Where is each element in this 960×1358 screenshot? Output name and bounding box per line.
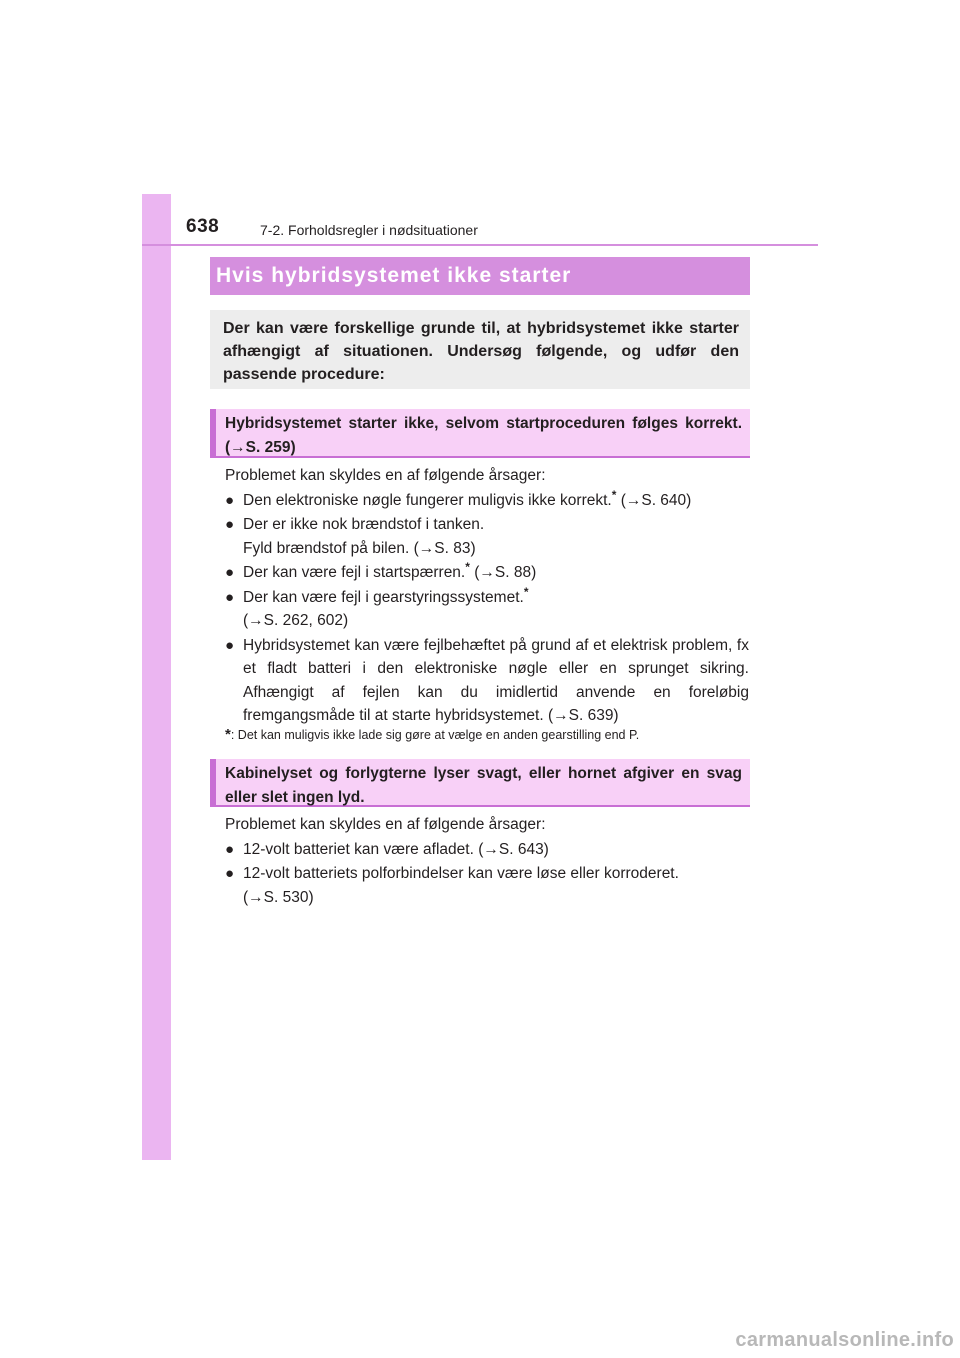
list-item-text: Der er ikke nok brændstof i tanken. [243, 516, 485, 533]
list-item-text: Der kan være fejl i gearstyringssystemet. [243, 588, 524, 606]
list-item-subtext: (→S. 530) [243, 888, 314, 906]
issue2-lead: Problemet kan skyldes en af følgende årsager: [225, 816, 546, 833]
bullet-icon: ● [225, 516, 235, 533]
issue2-bullet-list [225, 838, 749, 910]
footnote-mark: * [225, 726, 231, 743]
list-item [225, 862, 749, 909]
page-reference: (→S. 640) [616, 491, 692, 509]
bullet-icon: ● [225, 865, 235, 882]
chapter-side-tab [142, 194, 171, 1160]
issue1-bullet-list [225, 489, 749, 728]
list-item-text: 12-volt batteriets polforbindelser kan være løse eller korroderet. [243, 865, 679, 882]
list-item [225, 489, 749, 513]
list-item-subtext: (→S. 262, 602) [243, 612, 349, 629]
footnote-mark: * [611, 487, 617, 502]
bullet-icon: ● [225, 491, 235, 509]
watermark: carmanualsonline.info [735, 1329, 954, 1351]
list-item [225, 586, 749, 633]
page-number: 638 [186, 216, 220, 237]
header-rule [142, 244, 818, 246]
list-item-text: Der kan være fejl i startspærren. [243, 564, 466, 581]
footnote-text: : Det kan muligvis ikke lade sig gøre at vælge en anden gearstilling end P. [230, 728, 640, 742]
list-item-text: 12-volt batteriet kan være afladet. (→S. 643) [243, 840, 549, 858]
issue1-lead: Problemet kan skyldes en af følgende årsager: [225, 467, 546, 484]
issue1-heading: Hybridsystemet starter ikke, selvom startproceduren følges korrekt. (→S. 259) [210, 409, 750, 458]
footnote [225, 726, 749, 744]
page-reference: (→S. 88) [469, 564, 537, 581]
bullet-icon: ● [225, 840, 235, 858]
list-item [225, 838, 749, 862]
issue2-heading: Kabinelyset og forlygterne lyser svagt, eller hornet afgiver en svag eller slet ingen lyd. [210, 759, 750, 807]
issue1-body [225, 464, 749, 729]
bullet-icon: ● [225, 564, 235, 581]
footnote-mark: * [523, 584, 529, 599]
chapter-title: 7-2. Forholdsregler i nødsituationer [260, 222, 478, 238]
bullet-icon: ● [225, 636, 235, 654]
list-item [225, 634, 749, 728]
list-item-text: Den elektroniske nøgle fungerer muligvis ikke korrekt. [243, 491, 612, 509]
list-item [225, 513, 749, 560]
intro-box: Der kan være forskellige grunde til, at hybridsystemet ikke starter afhængigt af situationen. Undersøg følgende, og udfør den passende procedure: [210, 310, 750, 389]
list-item-subtext: Fyld brændstof på bilen. (→S. 83) [243, 539, 476, 557]
footnote-mark: * [465, 559, 470, 574]
list-item-text: Hybridsystemet kan være fejlbehæftet på grund af et elektrisk problem, fx et fladt batteri i den elektroniske nøgle eller en sprunget sikring. Afhængigt af fejlen kan du imidlertid anvende en foreløbig fremgangsmåde til at starte hybridsystemet. (→S. 639) [243, 636, 749, 724]
bullet-icon: ● [225, 588, 235, 606]
issue2-body [225, 813, 749, 910]
list-item [225, 561, 749, 585]
section-title: Hvis hybridsystemet ikke starter [210, 257, 750, 295]
